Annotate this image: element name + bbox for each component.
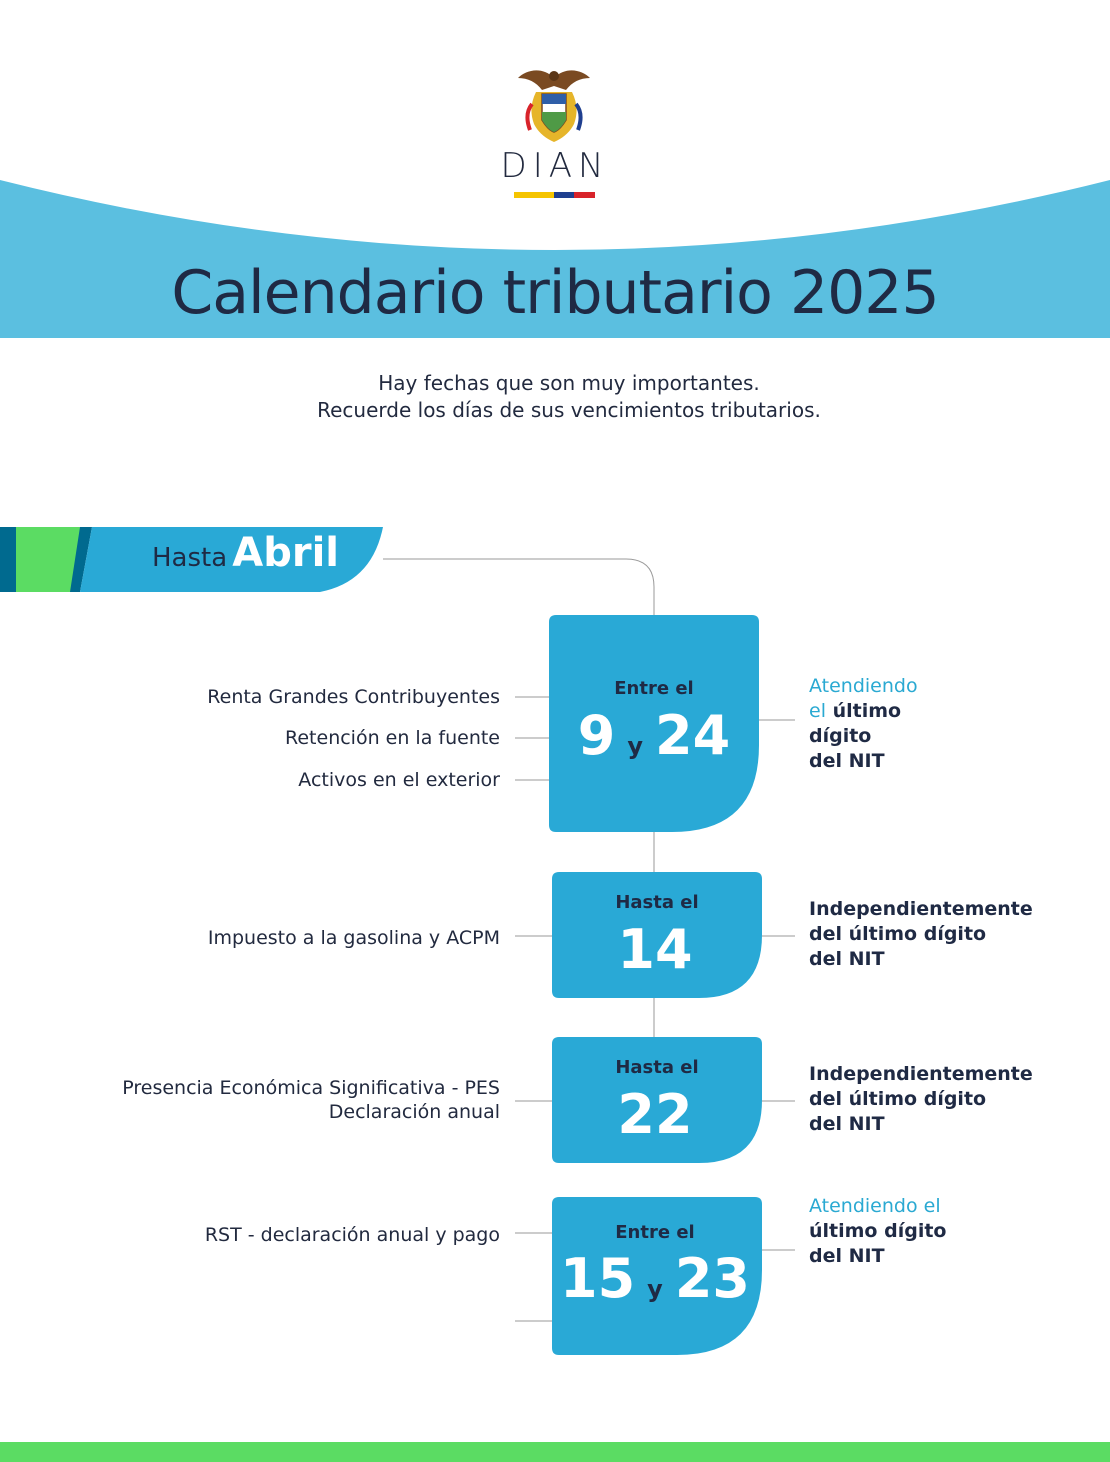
block-2-numbers	[552, 918, 758, 981]
block-1-label: Entre el	[614, 678, 694, 699]
block-3-item-2: Declaración anual	[328, 1101, 500, 1123]
block-4-num-1: 15	[560, 1247, 636, 1310]
block-4-label: Entre el	[615, 1222, 695, 1243]
month-name: Abril	[232, 530, 339, 576]
block-4-note-bold-1: último dígito	[809, 1220, 947, 1242]
block-1-note-bold-2: dígito	[809, 725, 872, 747]
logo-wordmark: DIAN	[500, 146, 610, 186]
subtitle-line-2: Recuerde los días de sus vencimientos tributarios.	[317, 398, 821, 422]
block-3-note-bold-3: del NIT	[809, 1113, 885, 1135]
month-label	[152, 530, 339, 576]
block-3-note	[809, 1062, 1033, 1137]
block-1-note-bold-1: último	[832, 700, 902, 722]
block-3-item-1: Presencia Económica Significativa - PES	[122, 1077, 500, 1099]
block-3-note-bold-2: del último dígito	[809, 1088, 987, 1110]
block-1-note-cyan: Atendiendo	[809, 675, 918, 697]
block-4-note-cyan: Atendiendo el	[809, 1195, 941, 1217]
block-3-label: Hasta el	[615, 1057, 699, 1078]
block-1-note	[809, 674, 918, 774]
tab-connector-line	[383, 559, 654, 616]
block-2-label: Hasta el	[615, 892, 699, 913]
block-4-num-2: 23	[674, 1247, 750, 1310]
block-2-note-bold-1: Independientemente	[809, 898, 1033, 920]
block-2-num-1: 14	[617, 918, 693, 981]
block-4-note	[809, 1194, 946, 1269]
block-1-item-2: Retención en la fuente	[285, 727, 500, 749]
block-2-note-bold-2: del último dígito	[809, 923, 987, 945]
block-2-note	[809, 897, 1033, 972]
footer-bar	[0, 1442, 1110, 1462]
block-1-num-1: 9	[577, 704, 616, 767]
block-1-item-1: Renta Grandes Contribuyentes	[207, 686, 500, 708]
block-1-note-cyan-2: el	[809, 700, 826, 722]
block-2-note-bold-3: del NIT	[809, 948, 885, 970]
block-2-item-1: Impuesto a la gasolina y ACPM	[207, 927, 500, 949]
subtitle-line-1: Hay fechas que son muy importantes.	[378, 371, 760, 395]
month-tab-dark-strip	[0, 527, 16, 592]
block-3-note-bold-1: Independientemente	[809, 1063, 1033, 1085]
block-3-numbers	[552, 1083, 758, 1146]
block-1-num-2: 24	[655, 704, 731, 767]
block-1-connector: y	[627, 732, 644, 760]
page-title: Calendario tributario 2025	[171, 258, 939, 328]
block-4-note-bold-2: del NIT	[809, 1245, 885, 1267]
block-4-item-1: RST - declaración anual y pago	[204, 1224, 500, 1246]
block-1-numbers	[549, 704, 759, 767]
block-1-item-3: Activos en el exterior	[298, 769, 500, 791]
block-4-connector: y	[647, 1275, 663, 1303]
month-prefix: Hasta	[152, 543, 228, 573]
block-4-numbers	[552, 1247, 758, 1310]
block-3-num-1: 22	[617, 1083, 693, 1146]
block-1-note-bold-3: del NIT	[809, 750, 885, 772]
